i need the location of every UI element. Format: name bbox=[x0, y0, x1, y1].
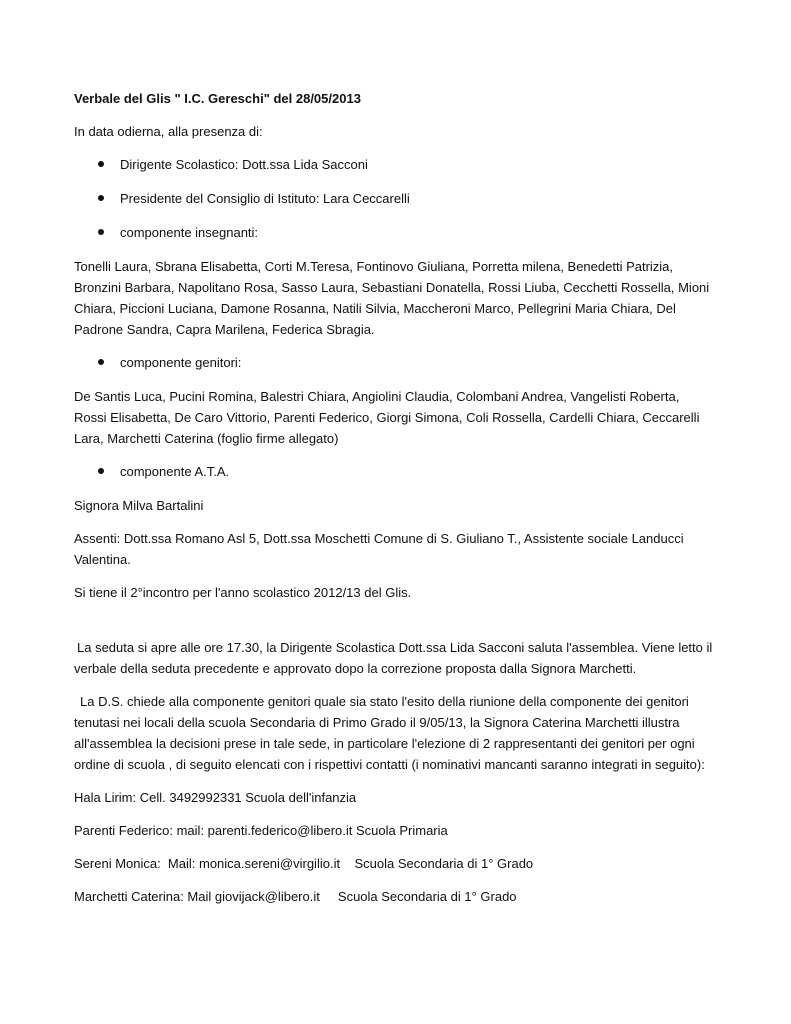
contact-line: Parenti Federico: mail: parenti.federico@libero.it Scuola Primaria bbox=[74, 823, 448, 838]
contact-line: Hala Lirim: Cell. 3492992331 Scuola dell'infanzia bbox=[74, 790, 357, 805]
bullet-icon bbox=[98, 195, 104, 201]
spacer bbox=[74, 615, 714, 637]
ata-heading-list bbox=[74, 461, 714, 482]
list-item: componente A.T.A. bbox=[74, 461, 714, 482]
ata-paragraph: Signora Milva Bartalini bbox=[74, 498, 204, 513]
parents-meeting-paragraph: La D.S. chiede alla componente genitori quale sia stato l'esito della riunione della componente dei genitori tenutasi nei locali della scuola Secondaria di Primo Grado il 9/05/13, la Signora Caterina Marchetti illustra all'assemblea la decisioni prese in tale sede, in particolare l'elezione di 2 rappresentanti dei genitori per ogni ordine di scuola , di seguito elencati con i rispettivi contatti (i nominativi mancanti saranno integrati in seguito): bbox=[74, 694, 705, 772]
parents-heading-list bbox=[74, 352, 714, 373]
absent-paragraph: Assenti: Dott.ssa Romano Asl 5, Dott.ssa Moschetti Comune di S. Giuliano T., Assistente sociale Landucci Valentina. bbox=[74, 531, 684, 567]
bullet-icon bbox=[98, 229, 104, 235]
meeting-paragraph: Si tiene il 2°incontro per l'anno scolastico 2012/13 del Glis. bbox=[74, 585, 412, 600]
list-item: Dirigente Scolastico: Dott.ssa Lida Sacconi bbox=[74, 154, 714, 175]
parents-paragraph: De Santis Luca, Pucini Romina, Balestri Chiara, Angiolini Claudia, Colombani Andrea, Vangelisti Roberta, Rossi Elisabetta, De Caro Vittorio, Parenti Federico, Giorgi Simona, Coli Rossella, Cardelli Chiara, Ceccarelli Lara, Marchetti Caterina (foglio firme allegato) bbox=[74, 389, 700, 446]
list-item: componente genitori: bbox=[74, 352, 714, 373]
bullet-icon bbox=[98, 468, 104, 474]
opening-paragraph: La seduta si apre alle ore 17.30, la Dirigente Scolastica Dott.ssa Lida Sacconi saluta l'assemblea. Viene letto il verbale della seduta precedente e approvato dopo la correzione proposta dalla Signora Marchetti. bbox=[74, 640, 713, 676]
document-body bbox=[74, 88, 714, 919]
document-title: Verbale del Glis " I.C. Gereschi" del 28/05/2013 bbox=[74, 91, 361, 106]
attendees-list bbox=[74, 154, 714, 243]
list-item: Presidente del Consiglio di Istituto: Lara Ceccarelli bbox=[74, 188, 714, 209]
intro-line: In data odierna, alla presenza di: bbox=[74, 124, 263, 139]
list-item: componente insegnanti: bbox=[74, 222, 714, 243]
teachers-paragraph: Tonelli Laura, Sbrana Elisabetta, Corti M.Teresa, Fontinovo Giuliana, Porretta milena, Benedetti Patrizia, Bronzini Barbara, Napolitano Rosa, Sasso Laura, Sebastiani Donatella, Rossi Liuba, Cecchetti Rossella, Mioni Chiara, Piccioni Luciana, Damone Rosanna, Natili Silvia, Maccheroni Marco, Pellegrini Maria Chiara, Del Padrone Sandra, Capra Marilena, Federica Sbragia. bbox=[74, 259, 710, 337]
bullet-icon bbox=[98, 359, 104, 365]
bullet-icon bbox=[98, 161, 104, 167]
contact-line: Sereni Monica: Mail: monica.sereni@virgilio.it Scuola Secondaria di 1° Grado bbox=[74, 856, 534, 871]
contact-line: Marchetti Caterina: Mail giovijack@libero.it Scuola Secondaria di 1° Grado bbox=[74, 889, 517, 904]
